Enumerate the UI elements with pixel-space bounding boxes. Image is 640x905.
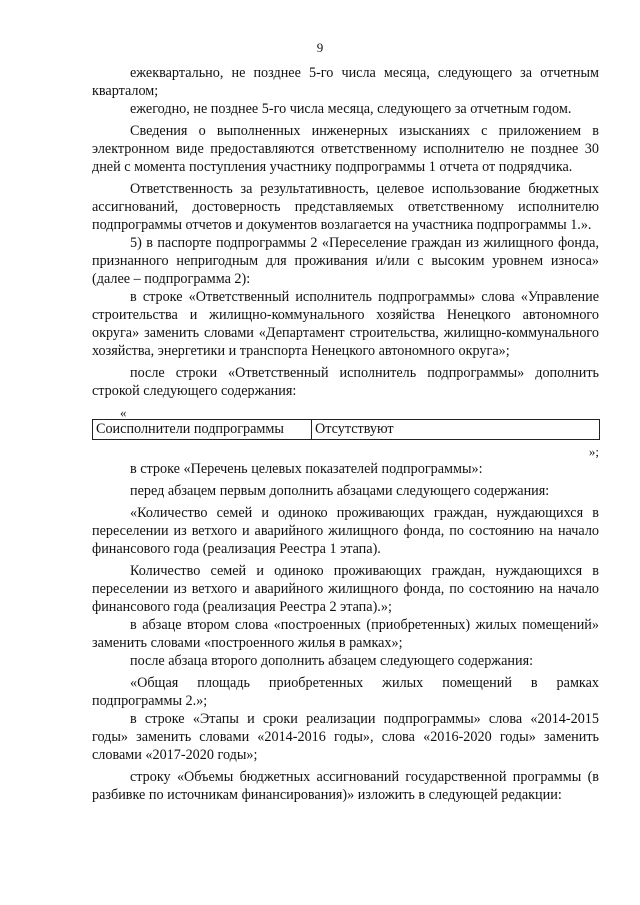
paragraph-budget-volumes: строку «Объемы бюджетных ассигнований государственной программы (в разбивке по источникам финансирования)» изложить в следующей редакции: xyxy=(92,769,599,803)
paragraph-engineering-surveys: Сведения о выполненных инженерных изысканиях с приложением в электронном виде предоставляются ответственному исполнителю не позднее 30 дней с момента поступления участнику подпрограммы 1 отчета от подрядчика. xyxy=(92,123,599,175)
table-row xyxy=(93,420,600,440)
page-number: 9 xyxy=(316,40,324,55)
paragraph-responsibility: Ответственность за результативность, целевое использование бюджетных ассигнований, достоверность представляемых ответственному исполнителю подпрограммы отчетов и документов возлагается на участника подпрограммы 1.». xyxy=(92,181,599,233)
coexecutors-table xyxy=(92,419,600,440)
paragraph-families-stage-1: «Количество семей и одиноко проживающих граждан, нуждающихся в переселении из ветхого и аварийного жилищного фонда, по состоянию на начало финансового года (реализация Реестра 1 этапа). xyxy=(92,505,599,557)
coexecutors-value: Отсутствуют xyxy=(312,420,600,440)
paragraph-before-first: перед абзацем первым дополнить абзацами следующего содержания: xyxy=(130,483,550,499)
paragraph-stages-terms: в строке «Этапы и сроки реализации подпрограммы» слова «2014-2015 годы» заменить словами «2014-2016 годы», слова «2016-2020 годы» заменить словами «2017-2020 годы»; xyxy=(92,711,599,763)
quote-close: »; xyxy=(588,444,599,459)
paragraph-annually: ежегодно, не позднее 5-го числа месяца, следующего за отчетным годом. xyxy=(130,101,572,117)
paragraph-after-second: после абзаца второго дополнить абзацем следующего содержания: xyxy=(130,653,534,669)
document-body xyxy=(92,64,599,804)
paragraph-target-indicators: в строке «Перечень целевых показателей подпрограммы»: xyxy=(130,461,483,477)
paragraph-families-stage-2: Количество семей и одиноко проживающих граждан, нуждающихся в переселении из ветхого и аварийного жилищного фонда, по состоянию на начало финансового года (реализация Реестра 2 этапа).»; xyxy=(92,563,599,615)
paragraph-add-row: после строки «Ответственный исполнитель подпрограммы» дополнить строкой следующего содержания: xyxy=(92,365,599,399)
paragraph-responsible-executor: в строке «Ответственный исполнитель подпрограммы» слова «Управление строительства и жилищно-коммунального хозяйства Ненецкого автономного округа» заменить словами «Департамент строительства, жилищно-коммунального хозяйства, энергетики и транспорта Ненецкого автономного округа»; xyxy=(92,289,599,359)
paragraph-subprogram-2-passport: 5) в паспорте подпрограммы 2 «Переселение граждан из жилищного фонда, признанного непригодным для проживания и/или с высоким уровнем износа» (далее – подпрограмма 2): xyxy=(92,235,599,287)
coexecutors-label: Соисполнители подпрограммы xyxy=(93,420,312,440)
quote-open: « xyxy=(120,405,127,420)
paragraph-quarterly: ежеквартально, не позднее 5-го числа месяца, следующего за отчетным кварталом; xyxy=(92,65,599,99)
paragraph-second-abzac: в абзаце втором слова «построенных (приобретенных) жилых помещений» заменить словами «построенного жилья в рамках»; xyxy=(92,617,599,651)
paragraph-total-area: «Общая площадь приобретенных жилых помещений в рамках подпрограммы 2.»; xyxy=(92,675,599,709)
